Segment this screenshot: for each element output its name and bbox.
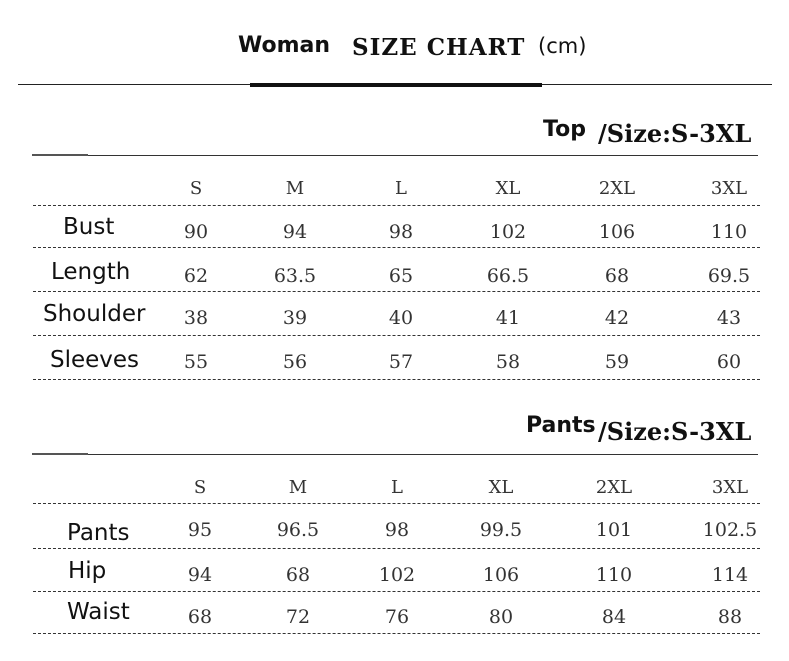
table-cell: 58 <box>495 351 521 373</box>
top-section-divider <box>34 155 758 156</box>
table-cell: 88 <box>717 606 743 628</box>
table-cell: 55 <box>183 351 209 373</box>
table-cell: 43 <box>716 307 742 329</box>
top-header-l: L <box>395 178 407 199</box>
pants-header-xl: XL <box>488 477 514 498</box>
title-underline <box>250 83 542 87</box>
table-cell: 68 <box>604 265 630 287</box>
row-divider <box>33 247 760 248</box>
table-cell: 102 <box>378 564 416 586</box>
row-divider <box>33 591 760 592</box>
top-header-xl: XL <box>495 178 521 199</box>
row-divider <box>33 335 760 336</box>
top-section-divider-accent <box>32 154 88 156</box>
table-cell: 76 <box>384 606 410 628</box>
table-cell: 56 <box>282 351 308 373</box>
table-cell: 98 <box>388 221 414 243</box>
table-cell: 68 <box>187 606 213 628</box>
top-section-name: Top <box>543 117 586 142</box>
table-cell: 114 <box>711 564 749 586</box>
chart-title-woman: Woman <box>238 33 331 58</box>
row-divider <box>33 291 760 292</box>
table-cell: 102.5 <box>702 519 758 541</box>
table-cell: 41 <box>495 307 521 329</box>
row-label-sleeves: Sleeves <box>50 347 140 373</box>
table-cell: 106 <box>598 221 636 243</box>
row-divider <box>33 633 760 634</box>
table-cell: 69.5 <box>707 265 751 287</box>
table-cell: 94 <box>187 564 213 586</box>
pants-header-2xl: 2XL <box>595 477 633 498</box>
pants-section-divider-accent <box>32 453 88 455</box>
pants-header-3xl: 3XL <box>711 477 749 498</box>
table-cell: 39 <box>282 307 308 329</box>
row-label-bust: Bust <box>63 214 115 240</box>
chart-title-size-chart: SIZE CHART <box>352 34 526 61</box>
table-cell: 42 <box>604 307 630 329</box>
row-label-shoulder: Shoulder <box>43 301 146 327</box>
top-header-s: S <box>189 178 203 199</box>
row-label-waist: Waist <box>67 599 130 625</box>
row-label-length: Length <box>51 259 131 285</box>
row-divider <box>33 379 760 380</box>
table-cell: 84 <box>601 606 627 628</box>
row-label-pants: Pants <box>67 520 130 546</box>
row-divider <box>33 548 760 549</box>
chart-title-unit: (cm) <box>538 34 587 58</box>
table-cell: 96.5 <box>276 519 320 541</box>
table-cell: 40 <box>388 307 414 329</box>
table-cell: 72 <box>285 606 311 628</box>
table-cell: 60 <box>716 351 742 373</box>
top-header-3xl: 3XL <box>710 178 748 199</box>
top-section-size-range: /Size:S-3XL <box>598 119 752 148</box>
table-cell: 102 <box>489 221 527 243</box>
table-cell: 98 <box>384 519 410 541</box>
table-cell: 95 <box>187 519 213 541</box>
pants-header-s: S <box>193 477 207 498</box>
row-label-hip: Hip <box>68 558 107 584</box>
pants-header-l: L <box>391 477 403 498</box>
table-cell: 106 <box>482 564 520 586</box>
table-cell: 59 <box>604 351 630 373</box>
table-cell: 99.5 <box>479 519 523 541</box>
pants-section-divider <box>34 454 758 455</box>
pants-section-size-range: /Size:S-3XL <box>598 417 752 446</box>
table-cell: 80 <box>488 606 514 628</box>
pants-section-name: Pants <box>526 413 596 438</box>
pants-header-m: M <box>288 477 308 498</box>
table-cell: 101 <box>595 519 633 541</box>
table-cell: 110 <box>710 221 748 243</box>
table-cell: 62 <box>183 265 209 287</box>
table-cell: 110 <box>595 564 633 586</box>
top-header-2xl: 2XL <box>598 178 636 199</box>
table-cell: 90 <box>183 221 209 243</box>
table-cell: 57 <box>388 351 414 373</box>
table-cell: 68 <box>285 564 311 586</box>
top-header-m: M <box>285 178 305 199</box>
table-cell: 65 <box>388 265 414 287</box>
table-cell: 63.5 <box>273 265 317 287</box>
table-cell: 94 <box>282 221 308 243</box>
table-cell: 38 <box>183 307 209 329</box>
top-header-divider <box>33 205 760 206</box>
pants-header-divider <box>33 503 760 504</box>
table-cell: 66.5 <box>486 265 530 287</box>
